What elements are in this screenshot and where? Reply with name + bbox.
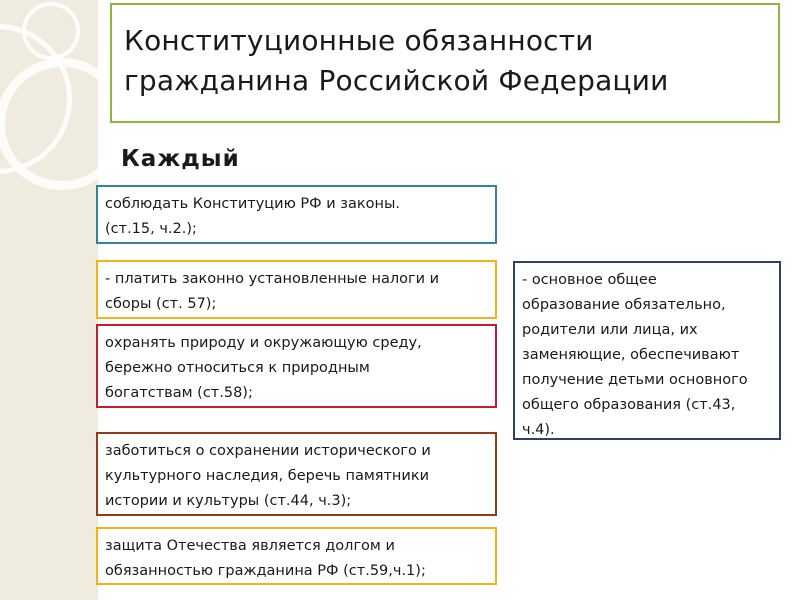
duty-text-line: - платить законно установленные налоги и bbox=[105, 271, 440, 287]
duty-text-line: богатствам (ст.58); bbox=[105, 385, 253, 401]
duty-text-line: охранять природу и окружающую среду, bbox=[105, 335, 422, 351]
education-text-line: ч.4). bbox=[522, 422, 555, 438]
duty-text-line: (ст.15, ч.2.); bbox=[105, 221, 197, 237]
education-box bbox=[513, 261, 781, 440]
subtitle-everyone: Каждый bbox=[121, 146, 240, 172]
education-text-line: заменяющие, обеспечивают bbox=[522, 347, 740, 363]
slide-title-line-1: Конституционные обязанности bbox=[124, 24, 594, 57]
decorative-ring-small bbox=[22, 2, 80, 60]
duty-text-line: культурного наследия, беречь памятники bbox=[105, 468, 430, 484]
duty-text-line: бережно относиться к природным bbox=[105, 360, 370, 376]
title-box bbox=[110, 3, 780, 123]
duty-text-line: обязанностью гражданина РФ (ст.59,ч.1); bbox=[105, 563, 426, 579]
education-text-line: образование обязательно, bbox=[522, 297, 726, 313]
duty-box-defend-fatherland bbox=[96, 527, 497, 585]
duty-text-line: защита Отечества является долгом и bbox=[105, 538, 395, 554]
education-text-line: - основное общее bbox=[522, 272, 657, 288]
education-text-line: получение детьми основного bbox=[522, 372, 748, 388]
education-text-line: общего образования (ст.43, bbox=[522, 397, 736, 413]
duty-box-protect-nature bbox=[96, 324, 497, 408]
duty-text-line: сборы (ст. 57); bbox=[105, 296, 217, 312]
duty-box-preserve-heritage bbox=[96, 432, 497, 516]
education-text-line: родители или лица, их bbox=[522, 322, 698, 338]
duty-text-line: истории и культуры (ст.44, ч.3); bbox=[105, 493, 352, 509]
decorative-side-band bbox=[0, 0, 98, 600]
duty-box-obey-constitution bbox=[96, 185, 497, 244]
duty-text-line: соблюдать Конституцию РФ и законы. bbox=[105, 196, 401, 212]
decorative-ring-medium bbox=[0, 58, 128, 190]
slide-title-line-2: гражданина Российской Федерации bbox=[124, 64, 669, 97]
duty-text-line: заботиться о сохранении исторического и bbox=[105, 443, 431, 459]
duty-box-pay-taxes bbox=[96, 260, 497, 319]
